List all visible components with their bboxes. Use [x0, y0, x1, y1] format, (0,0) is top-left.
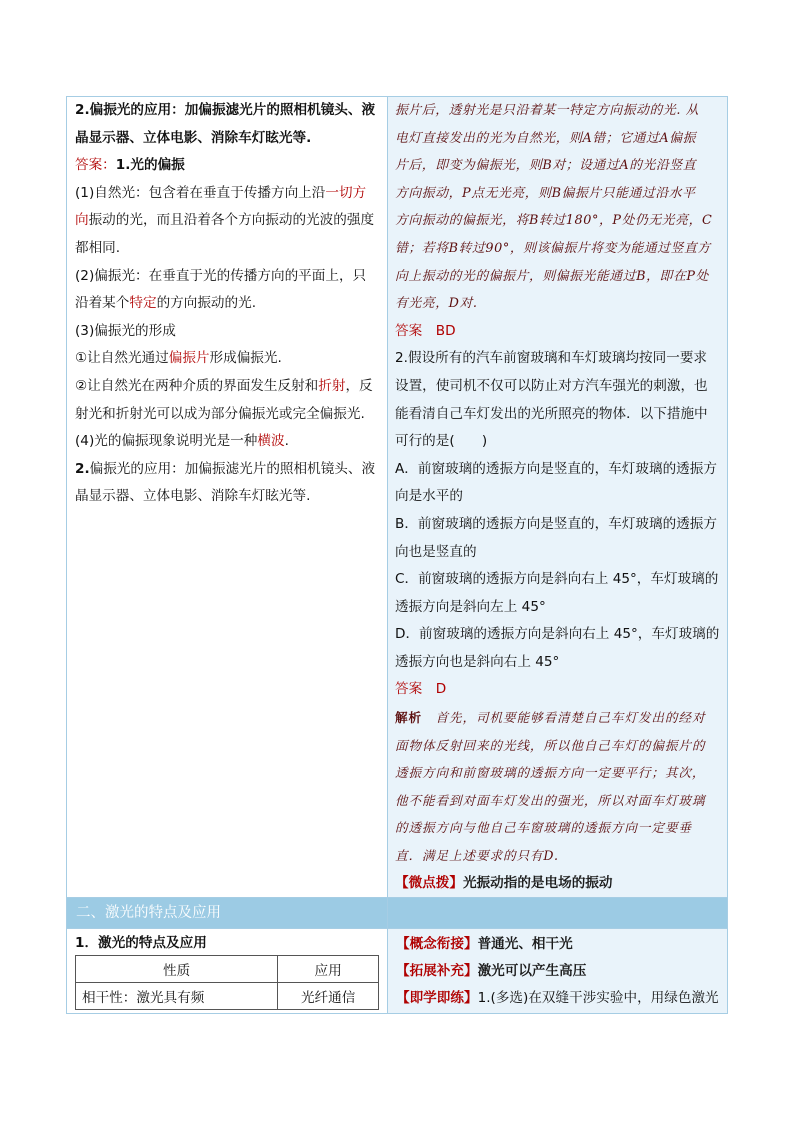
transverse-wave-paragraph: (4)光的偏振现象说明光是一种横波.	[75, 433, 289, 450]
laser-row	[67, 929, 728, 1014]
application-heading: 2.偏振光的应用：加偏振滤光片的照相机镜头、液晶显示器、立体电影、消除车灯眩光等.	[75, 102, 376, 146]
analysis-line: 面物体反射回来的光线，所以他自己车灯的偏振片的	[395, 737, 706, 753]
application-paragraph: 2.偏振光的应用：加偏振滤光片的照相机镜头、液晶显示器、立体电影、消除车灯眩光等.	[75, 460, 376, 505]
laser-table-header	[76, 956, 379, 983]
option-d: D．前窗玻璃的透振方向是斜向右上 45°，车灯玻璃的	[395, 626, 720, 643]
explanation-line: 方向振动的偏振光，将B转过180°，P处仍无光亮，C	[395, 213, 713, 229]
explanation-line: 片后，即变为偏振光，则B对；设通过A的光沿竖直	[395, 158, 697, 174]
option-c-cont: 透振方向是斜向左上 45°	[395, 598, 546, 615]
analysis-line: 他不能看到对面车灯发出的强光，所以对面车灯玻璃	[395, 792, 706, 808]
laser-heading: 1．激光的特点及应用	[75, 935, 207, 952]
laser-table-row	[76, 983, 379, 1010]
explanation-line: 振片后，透射光是只沿着某一特定方向振动的光. 从	[395, 103, 700, 118]
extension-note: 【拓展补充】激光可以产生高压	[396, 963, 587, 980]
polarized-light-paragraph: (2)偏振光：在垂直于光的传播方向的平面上，只沿着某个特定的方向振动的光.	[75, 267, 367, 312]
option-b: B．前窗玻璃的透振方向是竖直的，车灯玻璃的透振方	[395, 515, 717, 532]
explanation-line: 方向振动，P点无光亮，则B偏振片只能通过沿水平	[395, 185, 696, 201]
formation-item-2: ②让自然光在两种介质的界面发生反射和折射，反射光和折射光可以成为部分偏振光或完全偏振光.	[75, 377, 373, 422]
option-a: A．前窗玻璃的透振方向是竖直的，车灯玻璃的透振方	[395, 460, 717, 477]
question-2-line: 可行的是( )	[395, 433, 488, 450]
explanation-line: 错；若将B转过90°，则该偏振片将变为能通过竖直方	[395, 240, 711, 256]
analysis-line: 解析 首先，司机要能够看清楚自己车灯发出的经对	[395, 710, 706, 726]
laser-right-cell	[388, 929, 728, 1014]
question-2-line: 能看清自己车灯发出的光所照亮的物体．以下措施中	[395, 405, 708, 422]
section-header-row	[67, 898, 728, 929]
content-table	[66, 96, 728, 1014]
explanation-line: 向上振动的光的偏振片，则偏振光能通过B，即在P处	[395, 268, 709, 284]
laser-left-cell	[67, 929, 388, 1014]
question-2-line: 设置，使司机不仅可以防止对方汽车强光的刺激，也	[395, 377, 708, 394]
header-property: 性质	[76, 956, 278, 983]
cell-application: 光纤通信	[278, 983, 379, 1010]
section-title-cell	[67, 898, 388, 929]
option-d-cont: 透振方向也是斜向右上 45°	[395, 653, 560, 670]
left-column	[67, 97, 388, 898]
option-a-cont: 向是水平的	[395, 488, 463, 505]
explanation-line: 电灯直接发出的光为自然光，则A错；它通过A偏振	[395, 130, 697, 146]
right-column	[388, 97, 728, 898]
practice-note: 【即学即练】1.(多选)在双缝干涉实验中，用绿色激光	[396, 990, 719, 1007]
section-title-cell-right	[388, 898, 728, 929]
formation-heading: (3)偏振光的形成	[75, 322, 176, 339]
document-sheet	[66, 96, 728, 1014]
analysis-line: 直．满足上述要求的只有D.	[395, 848, 559, 864]
laser-properties-table	[75, 955, 379, 1010]
natural-light-paragraph: (1)自然光：包含着在垂直于传播方向上沿一切方向振动的光，而且沿着各个方向振动的光波的强度都相同.	[75, 184, 375, 256]
formation-item-1: ①让自然光通过偏振片形成偏振光.	[75, 350, 282, 367]
option-c: C．前窗玻璃的透振方向是斜向右上 45°，车灯玻璃的	[395, 571, 719, 588]
analysis-line: 透振方向和前窗玻璃的透振方向一定要平行；其次，	[395, 765, 706, 781]
polarization-row	[67, 97, 728, 898]
analysis-line: 的透振方向与他自己车窗玻璃的透振方向一定要垂	[395, 820, 692, 836]
concept-link-note: 【概念衔接】普通光、相干光	[396, 936, 573, 953]
answer-1: 答案 BD	[395, 322, 456, 339]
section-title: 二、激光的特点及应用	[76, 905, 221, 922]
answer-2: 答案 D	[395, 681, 447, 698]
cell-property: 相干性：激光具有频	[76, 983, 278, 1010]
header-application: 应用	[278, 956, 379, 983]
answer-heading: 答案：1.光的偏振	[75, 157, 185, 174]
explanation-line: 有光亮，D对.	[395, 296, 478, 312]
tip-note: 【微点拨】光振动指的是电场的振动	[395, 874, 613, 891]
option-b-cont: 向也是竖直的	[395, 543, 477, 560]
question-2-line: 2.假设所有的汽车前窗玻璃和车灯玻璃均按同一要求	[395, 350, 708, 367]
